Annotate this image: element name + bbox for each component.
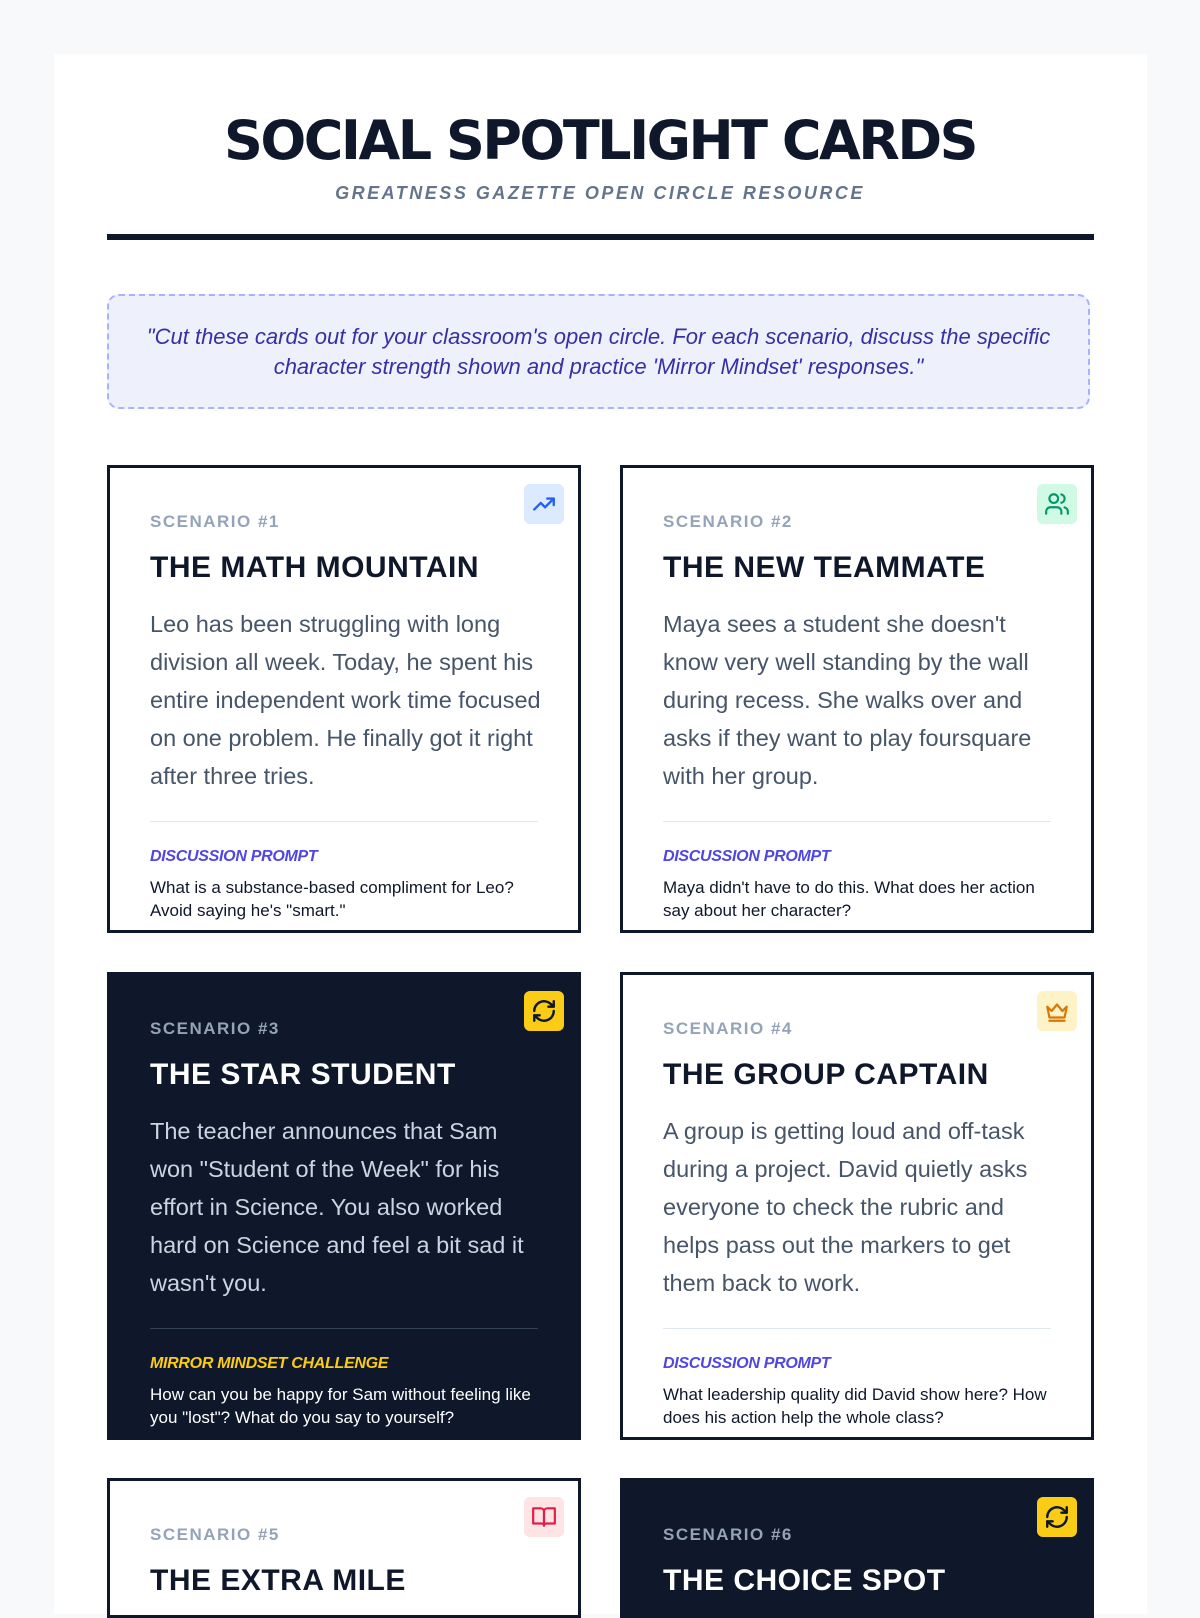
scenario-title: THE CHOICE SPOT <box>663 1564 946 1597</box>
scenario-description: Leo has been struggling with long division all week. Today, he spent his entire independent work time focused on one problem. He finally got it right after three tries. <box>150 611 541 789</box>
trending-up-icon <box>524 484 564 524</box>
prompt-label: DISCUSSION PROMPT <box>663 848 831 865</box>
refresh-icon <box>1037 1497 1077 1537</box>
scenario-title: THE STAR STUDENT <box>150 1058 456 1091</box>
prompt-text: What is a substance-based compliment for Leo? Avoid saying he's "smart." <box>150 878 514 920</box>
refresh-icon <box>524 991 564 1031</box>
scenario-description: A group is getting loud and off-task during a project. David quietly asks everyone to check the rubric and helps pass out the markers to get them back to work. <box>663 1118 1028 1296</box>
prompt-text: What leadership quality did David show here? How does his action help the whole class? <box>663 1385 1047 1427</box>
scenario-description: Maya sees a student she doesn't know very well standing by the wall during recess. She walks over and asks if they want to play foursquare with her group. <box>663 611 1032 789</box>
scenario-card-2 <box>620 465 1094 933</box>
prompt-label: MIRROR MINDSET CHALLENGE <box>150 1355 389 1372</box>
prompt-text: Maya didn't have to do this. What does her action say about her character? <box>663 878 1035 920</box>
scenario-label: SCENARIO #4 <box>663 1019 793 1038</box>
card-divider <box>150 821 538 822</box>
scenario-card-1 <box>107 465 581 933</box>
scenario-card-5 <box>107 1478 581 1618</box>
prompt-text: How can you be happy for Sam without feeling like you "lost"? What do you say to yourself? <box>150 1385 531 1427</box>
scenario-label: SCENARIO #2 <box>663 512 793 531</box>
scenario-title: THE GROUP CAPTAIN <box>663 1058 989 1091</box>
card-divider <box>663 821 1051 822</box>
scenario-card-4 <box>620 972 1094 1440</box>
scenario-card-6 <box>620 1478 1094 1618</box>
scenario-title: THE EXTRA MILE <box>150 1564 406 1597</box>
page-title: SOCIAL SPOTLIGHT CARDS <box>223 109 977 172</box>
users-icon <box>1037 484 1077 524</box>
instructions-callout <box>107 294 1090 409</box>
scenario-description: The teacher announces that Sam won "Student of the Week" for his effort in Science. You also worked hard on Science and feel a bit sad it wasn't you. <box>150 1118 524 1296</box>
header-divider <box>107 234 1094 240</box>
scenario-label: SCENARIO #3 <box>150 1019 280 1038</box>
prompt-label: DISCUSSION PROMPT <box>150 848 318 865</box>
card-divider <box>150 1328 538 1329</box>
prompt-label: DISCUSSION PROMPT <box>663 1355 831 1372</box>
scenario-card-3 <box>107 972 581 1440</box>
instructions-quote: "Cut these cards out for your classroom's open circle. For each scenario, discuss the specific character strength shown and practice 'Mirror Mindset' responses." <box>146 323 1051 379</box>
card-divider <box>663 1328 1051 1329</box>
scenario-title: THE MATH MOUNTAIN <box>150 551 480 584</box>
scenario-label: SCENARIO #6 <box>663 1525 793 1544</box>
book-open-icon <box>524 1497 564 1537</box>
crown-icon <box>1037 991 1077 1031</box>
scenario-label: SCENARIO #1 <box>150 512 280 531</box>
scenario-title: THE NEW TEAMMATE <box>663 551 986 584</box>
page-subtitle: GREATNESS GAZETTE OPEN CIRCLE RESOURCE <box>335 183 865 203</box>
scenario-label: SCENARIO #5 <box>150 1525 280 1544</box>
